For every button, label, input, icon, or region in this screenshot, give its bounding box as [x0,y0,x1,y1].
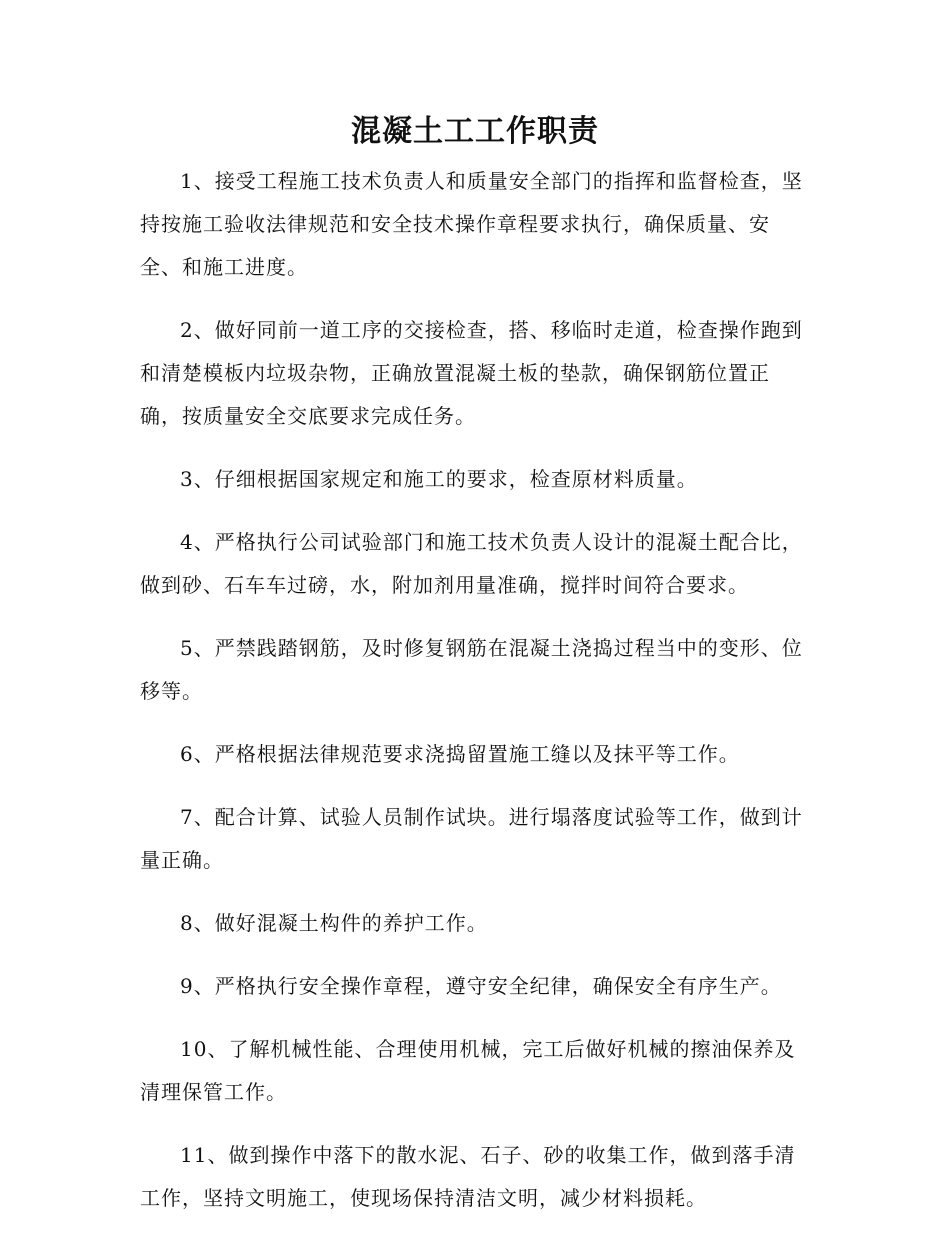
paragraph-6: 6、严格根据法律规范要求浇捣留置施工缝以及抹平等工作。 [180,742,740,766]
document-body [140,160,808,1240]
paragraph-7: 7、配合计算、试验人员制作试块。进行塌落度试验等工作，做到计量正确。 [140,805,803,872]
paragraph-9: 9、严格执行安全操作章程，遵守安全纪律，确保安全有序生产。 [180,974,782,998]
paragraph-8: 8、做好混凝土构件的养护工作。 [180,911,488,935]
document-title: 混凝土工工作职责 [351,114,599,149]
paragraph-1: 1、接受工程施工技术负责人和质量安全部门的指挥和监督检查，坚持按施工验收法律规范和安全技术操作章程要求执行，确保质量、安全、和施工进度。 [140,169,803,279]
paragraph-10: 10、了解机械性能、合理使用机械，完工后做好机械的擦油保养及清理保管工作。 [140,1037,796,1104]
paragraph-11: 11、做到操作中落下的散水泥、石子、砂的收集工作，做到落手清工作，坚持文明施工，使现场保持清洁文明，减少材料损耗。 [140,1143,796,1210]
paragraph-3: 3、仔细根据国家规定和施工的要求，检查原材料质量。 [180,467,698,491]
paragraph-2: 2、做好同前一道工序的交接检查，搭、移临时走道，检查操作跑到和清楚模板内垃圾杂物，正确放置混凝土板的垫款，确保钢筋位置正确，按质量安全交底要求完成任务。 [140,318,803,428]
paragraph-5: 5、严禁践踏钢筋，及时修复钢筋在混凝土浇捣过程当中的变形、位移等。 [140,636,803,703]
paragraph-4: 4、严格执行公司试验部门和施工技术负责人设计的混凝土配合比，做到砂、石车车过磅，水，附加剂用量准确，搅拌时间符合要求。 [140,530,803,597]
